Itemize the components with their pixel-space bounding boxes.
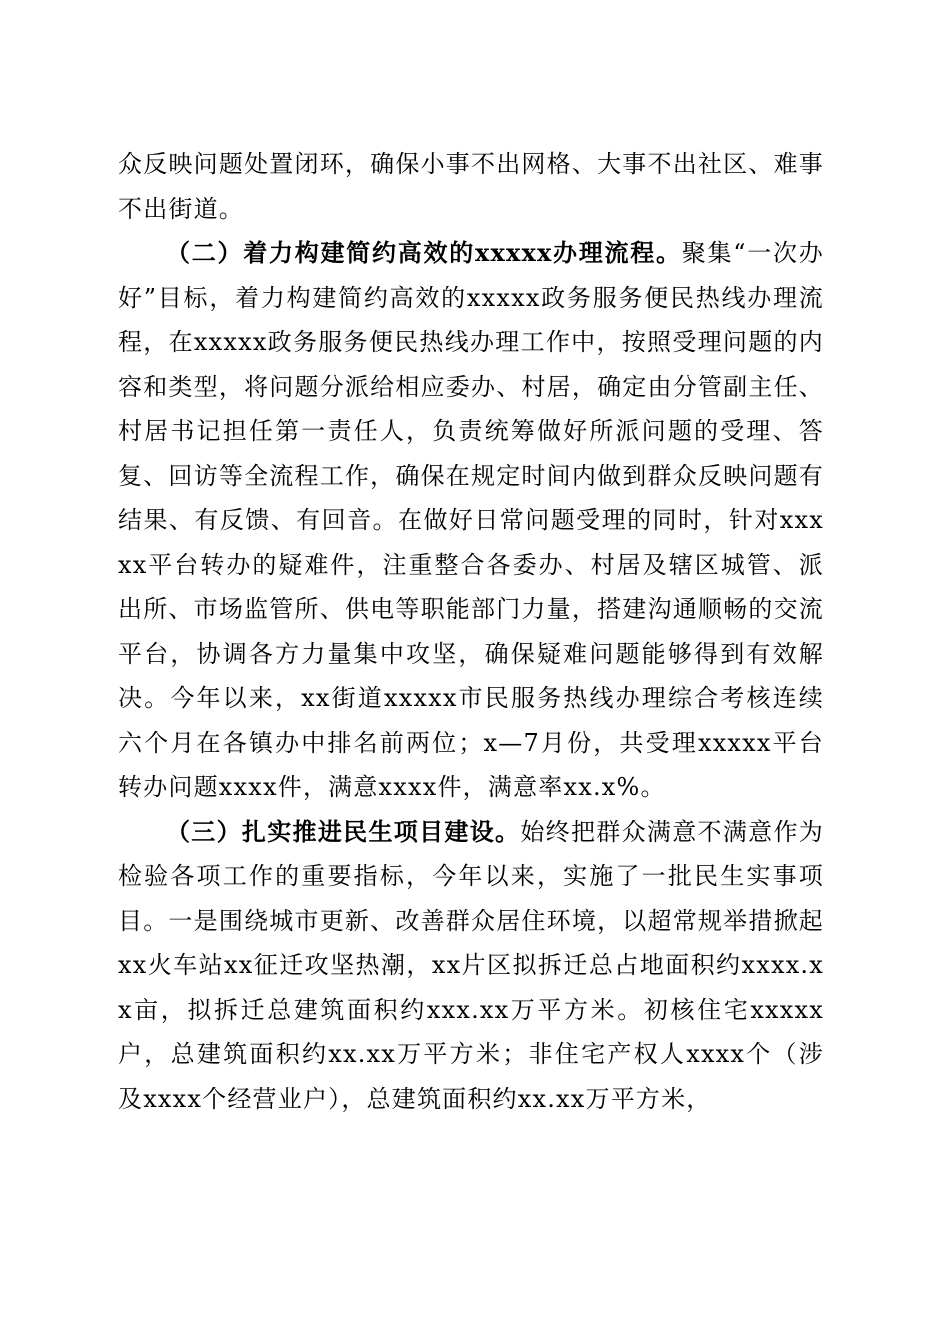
section-2-heading: （二）着力构建简约高效的xxxxx办理流程。: [166, 238, 682, 267]
section-3-body: 始终把群众满意不满意作为检验各项工作的重要指标，今年以来，实施了一批民生实事项目。一是围绕城市更新、改善群众居住环境，以超常规举措掀起xx火车站xx征迁攻坚热潮，xx片区拟拆迁总占地面积约xxxx.xx亩，拟拆迁总建筑面积约xxx.xx万平方米。初核住宅xxxxx户，总建筑面积约xx.xx万平方米；非住宅产权人xxxx个（涉及xxxx个经营业户），总建筑面积约xx.xx万平方米，: [118, 817, 824, 1113]
paragraph-continuation: [118, 142, 824, 231]
section-3-heading: （三）扎实推进民生项目建设。: [166, 816, 521, 846]
paragraph-section-3: [118, 810, 824, 1122]
document-body: [118, 142, 824, 1121]
paragraph-section-2: [118, 231, 824, 810]
section-2-body: 聚集“一次办好”目标，着力构建简约高效的xxxxx政务服务便民热线办理流程，在xxxxx政务服务便民热线办理工作中，按照受理问题的内容和类型，将问题分派给相应委办、村居，确定由分管副主任、村居书记担任第一责任人，负责统筹做好所派问题的受理、答复、回访等全流程工作，确保在规定时间内做到群众反映问题有结果、有反馈、有回音。在做好日常问题受理的同时，针对xxxxx平台转办的疑难件，注重整合各委办、村居及辖区城管、派出所、市场监管所、供电等职能部门力量，搭建沟通顺畅的交流平台，协调各方力量集中攻坚，确保疑难问题能够得到有效解决。今年以来，xx街道xxxxx市民服务热线办理综合考核连续六个月在各镇办中排名前两位；x—7月份，共受理xxxxx平台转办问题xxxx件，满意xxxx件，满意率xx.x%。: [118, 239, 824, 801]
paragraph-1-body: 众反映问题处置闭环，确保小事不出网格、大事不出社区、难事不出街道。: [118, 150, 824, 223]
